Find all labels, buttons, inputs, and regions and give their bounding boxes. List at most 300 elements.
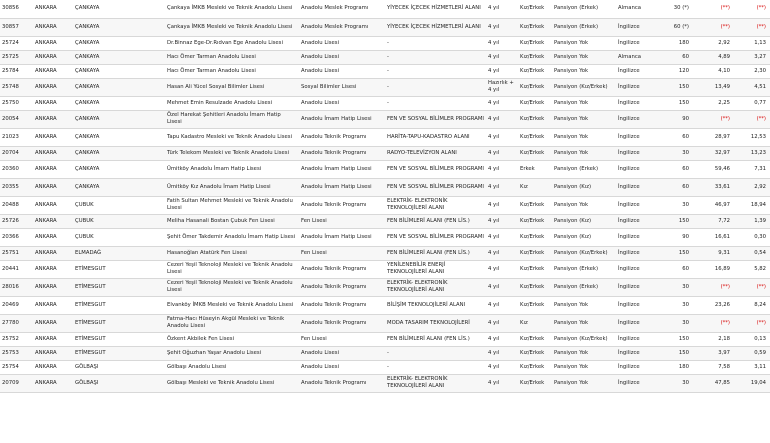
duration-cell: 4 yıl (486, 110, 518, 128)
school-code: 20441 (0, 260, 33, 278)
school-code: 25726 (0, 214, 33, 228)
city-cell: ANKARA (33, 296, 73, 314)
school-name-cell: Meliha Hasanali Bostan Çubuk Fen Lisesi (165, 214, 299, 228)
percentile-cell: 59,46 (693, 160, 734, 178)
boarding-cell: Pansiyon Yok (552, 36, 616, 50)
district-cell: GÖLBAŞI (73, 360, 165, 374)
language-cell: İngilizce (616, 178, 659, 196)
field-cell: - (385, 64, 486, 78)
boarding-cell: Pansiyon (Erkek) (552, 160, 616, 178)
table-row (0, 50, 770, 64)
city-cell: ANKARA (33, 96, 73, 110)
quota-cell: 150 (659, 332, 693, 346)
percentile-cell: 3,11 (734, 360, 770, 374)
field-cell: FEN BİLİMLERİ ALANI (FEN LİS.) (385, 246, 486, 260)
percentile-cell: 13,23 (734, 146, 770, 160)
school-code: 30857 (0, 18, 33, 36)
percentile-cell: 4,10 (693, 64, 734, 78)
percentile-cell: 7,31 (734, 160, 770, 178)
quota-cell: 90 (659, 228, 693, 246)
school-code: 25752 (0, 332, 33, 346)
language-cell: İngilizce (616, 78, 659, 96)
district-cell: ETİMESGUT (73, 278, 165, 296)
boarding-cell: Pansiyon (Erkek) (552, 278, 616, 296)
school-type-cell: Sosyal Bilimler Lisesi (299, 78, 385, 96)
field-cell: MODA TASARIM TEKNOLOJİLERİ (385, 314, 486, 332)
gender-cell: Kız (518, 314, 552, 332)
school-code: 25753 (0, 346, 33, 360)
boarding-cell: Pansiyon Yok (552, 96, 616, 110)
table-row (0, 374, 770, 392)
duration-cell: 4 yıl (486, 36, 518, 50)
language-cell: İngilizce (616, 96, 659, 110)
district-cell: ÇANKAYA (73, 160, 165, 178)
percentile-cell: 13,49 (693, 78, 734, 96)
percentile-cell: 28,97 (693, 128, 734, 146)
field-cell: ELEKTRİK- ELEKTRONİK TEKNOLOJİLERİ ALANI (385, 278, 486, 296)
school-name-cell: Şehit Oğuzhan Yaşar Anadolu Lisesi (165, 346, 299, 360)
gender-cell: Kız/Erkek (518, 110, 552, 128)
language-cell: İngilizce (616, 332, 659, 346)
school-name-cell: Şehit Ömer Takdemir Anadolu İmam Hatip Lisesi (165, 228, 299, 246)
quota-cell: 60 (659, 260, 693, 278)
gender-cell: Kız/Erkek (518, 214, 552, 228)
school-code: 20054 (0, 110, 33, 128)
district-cell: ÇUBUK (73, 196, 165, 214)
percentile-cell: 2,92 (693, 36, 734, 50)
percentile-cell: 3,97 (693, 346, 734, 360)
school-name-cell: Dr.Binnaz Ege-Dr.Rıdvan Ege Anadolu Lisesi (165, 36, 299, 50)
district-cell: GÖLBAŞI (73, 374, 165, 392)
language-cell: İngilizce (616, 374, 659, 392)
duration-cell: 4 yıl (486, 18, 518, 36)
language-cell: İngilizce (616, 214, 659, 228)
gender-cell: Kız/Erkek (518, 146, 552, 160)
percentile-cell: (**) (693, 314, 734, 332)
school-name-cell: Fatih Sultan Mehmet Mesleki ve Teknik Anadolu Lisesi (165, 196, 299, 214)
percentile-cell: 8,24 (734, 296, 770, 314)
language-cell: İngilizce (616, 278, 659, 296)
language-cell: İngilizce (616, 110, 659, 128)
percentile-cell: 12,53 (734, 128, 770, 146)
school-name-cell: Gölbaşı Anadolu Lisesi (165, 360, 299, 374)
percentile-cell: 46,97 (693, 196, 734, 214)
field-cell: ELEKTRİK- ELEKTRONİK TEKNOLOJİLERİ ALANI (385, 374, 486, 392)
school-type-cell: Fen Lisesi (299, 332, 385, 346)
school-code: 20469 (0, 296, 33, 314)
gender-cell: Kız/Erkek (518, 346, 552, 360)
percentile-cell: 23,26 (693, 296, 734, 314)
duration-cell: 4 yıl (486, 296, 518, 314)
boarding-cell: Pansiyon (Kız) (552, 178, 616, 196)
percentile-cell: 2,18 (693, 332, 734, 346)
school-type-cell: Anadolu Meslek Programı (299, 18, 385, 36)
language-cell: İngilizce (616, 260, 659, 278)
percentile-cell: (**) (693, 278, 734, 296)
field-cell: RADYO-TELEVİZYON ALANI (385, 146, 486, 160)
field-cell: YİYECEK İÇECEK HİZMETLERİ ALANI (385, 18, 486, 36)
city-cell: ANKARA (33, 50, 73, 64)
field-cell: - (385, 346, 486, 360)
duration-cell: 4 yıl (486, 374, 518, 392)
language-cell: İngilizce (616, 360, 659, 374)
percentile-cell: 2,30 (734, 64, 770, 78)
duration-cell: 4 yıl (486, 160, 518, 178)
school-code: 20488 (0, 196, 33, 214)
district-cell: ÇANKAYA (73, 78, 165, 96)
quota-cell: 30 (659, 374, 693, 392)
quota-cell: 60 (659, 50, 693, 64)
gender-cell: Kız (518, 178, 552, 196)
percentile-cell: 2,25 (693, 96, 734, 110)
table-row (0, 360, 770, 374)
duration-cell: 4 yıl (486, 196, 518, 214)
gender-cell: Kız/Erkek (518, 36, 552, 50)
school-code: 27780 (0, 314, 33, 332)
city-cell: ANKARA (33, 18, 73, 36)
duration-cell: 4 yıl (486, 246, 518, 260)
boarding-cell: Pansiyon (Erkek) (552, 0, 616, 18)
school-code: 30856 (0, 0, 33, 18)
city-cell: ANKARA (33, 0, 73, 18)
gender-cell: Kız/Erkek (518, 260, 552, 278)
table-row (0, 78, 770, 96)
duration-cell: 4 yıl (486, 0, 518, 18)
table-row (0, 64, 770, 78)
boarding-cell: Pansiyon Yok (552, 346, 616, 360)
city-cell: ANKARA (33, 228, 73, 246)
school-type-cell: Anadolu Lisesi (299, 50, 385, 64)
city-cell: ANKARA (33, 332, 73, 346)
city-cell: ANKARA (33, 78, 73, 96)
school-name-cell: Ümitköy Kız Anadolu İmam Hatip Lisesi (165, 178, 299, 196)
district-cell: ETİMESGUT (73, 346, 165, 360)
field-cell: FEN BİLİMLERİ ALANI (FEN LİS.) (385, 214, 486, 228)
duration-cell: 4 yıl (486, 64, 518, 78)
quota-cell: 60 (659, 178, 693, 196)
field-cell: HARİTA-TAPU-KADASTRO ALANI (385, 128, 486, 146)
city-cell: ANKARA (33, 360, 73, 374)
city-cell: ANKARA (33, 178, 73, 196)
table-row (0, 214, 770, 228)
field-cell: - (385, 36, 486, 50)
table-row (0, 228, 770, 246)
percentile-cell: (**) (693, 18, 734, 36)
language-cell: İngilizce (616, 228, 659, 246)
language-cell: İngilizce (616, 346, 659, 360)
percentile-cell: 47,85 (693, 374, 734, 392)
language-cell: Almanca (616, 0, 659, 18)
percentile-cell: 4,51 (734, 78, 770, 96)
school-type-cell: Anadolu Teknik Programı (299, 128, 385, 146)
percentile-cell: 9,31 (693, 246, 734, 260)
city-cell: ANKARA (33, 196, 73, 214)
table-row (0, 278, 770, 296)
district-cell: ÇANKAYA (73, 18, 165, 36)
district-cell: ETİMESGUT (73, 314, 165, 332)
district-cell: ÇANKAYA (73, 128, 165, 146)
quota-cell: 150 (659, 78, 693, 96)
language-cell: İngilizce (616, 314, 659, 332)
table-row (0, 110, 770, 128)
district-cell: ETİMESGUT (73, 332, 165, 346)
percentile-cell: 2,92 (734, 178, 770, 196)
percentile-cell: (**) (734, 18, 770, 36)
gender-cell: Kız/Erkek (518, 228, 552, 246)
city-cell: ANKARA (33, 214, 73, 228)
school-name-cell: Çankaya İMKB Mesleki ve Teknik Anadolu Lisesi (165, 0, 299, 18)
gender-cell: Erkek (518, 160, 552, 178)
school-type-cell: Anadolu İmam Hatip Lisesi (299, 178, 385, 196)
field-cell: - (385, 50, 486, 64)
table-row (0, 18, 770, 36)
boarding-cell: Pansiyon Yok (552, 360, 616, 374)
school-type-cell: Anadolu Teknik Programı (299, 146, 385, 160)
table-row (0, 296, 770, 314)
school-name-cell: Gölbaşı Mesleki ve Teknik Anadolu Lisesi (165, 374, 299, 392)
field-cell: FEN BİLİMLERİ ALANI (FEN LİS.) (385, 332, 486, 346)
field-cell: FEN VE SOSYAL BİLİMLER PROGRAMI (385, 178, 486, 196)
field-cell: - (385, 78, 486, 96)
percentile-cell: 16,61 (693, 228, 734, 246)
field-cell: FEN VE SOSYAL BİLİMLER PROGRAMI (385, 160, 486, 178)
gender-cell: Kız/Erkek (518, 50, 552, 64)
quota-cell: 90 (659, 110, 693, 128)
city-cell: ANKARA (33, 160, 73, 178)
percentile-cell: (**) (734, 110, 770, 128)
district-cell: ÇANKAYA (73, 96, 165, 110)
quota-cell: 60 (*) (659, 18, 693, 36)
duration-cell: 4 yıl (486, 314, 518, 332)
boarding-cell: Pansiyon (Kız/Erkek) (552, 332, 616, 346)
gender-cell: Kız/Erkek (518, 196, 552, 214)
field-cell: YENİLENEBİLİR ENERJİ TEKNOLOJİLERİ ALANI (385, 260, 486, 278)
quota-cell: 150 (659, 346, 693, 360)
duration-cell: 4 yıl (486, 128, 518, 146)
table-row (0, 36, 770, 50)
percentile-cell: 18,94 (734, 196, 770, 214)
table-row (0, 96, 770, 110)
gender-cell: Kız/Erkek (518, 374, 552, 392)
school-name-cell: Cezeri Yeşil Teknoloji Mesleki ve Teknik Anadolu Lisesi (165, 278, 299, 296)
school-type-cell: Fen Lisesi (299, 214, 385, 228)
quota-cell: 120 (659, 64, 693, 78)
school-name-cell: Hacı Ömer Tarman Anadolu Lisesi (165, 64, 299, 78)
district-cell: ÇANKAYA (73, 0, 165, 18)
duration-cell: 4 yıl (486, 96, 518, 110)
duration-cell: 4 yıl (486, 228, 518, 246)
district-cell: ÇANKAYA (73, 50, 165, 64)
school-type-cell: Anadolu Lisesi (299, 96, 385, 110)
school-name-cell: Tapu Kadastro Mesleki ve Teknik Anadolu Lisesi (165, 128, 299, 146)
city-cell: ANKARA (33, 346, 73, 360)
quota-cell: 60 (659, 160, 693, 178)
quota-cell: 60 (659, 128, 693, 146)
language-cell: İngilizce (616, 128, 659, 146)
gender-cell: Kız/Erkek (518, 0, 552, 18)
field-cell: BİLİŞİM TEKNOLOJİLERİ ALANI (385, 296, 486, 314)
gender-cell: Kız/Erkek (518, 128, 552, 146)
table-row (0, 128, 770, 146)
district-cell: ETİMESGUT (73, 260, 165, 278)
school-code: 20355 (0, 178, 33, 196)
boarding-cell: Pansiyon Yok (552, 64, 616, 78)
percentile-cell: (**) (693, 0, 734, 18)
school-name-cell: Fatma-Hacı Hüseyin Akgül Mesleki ve Teknik Anadolu Lisesi (165, 314, 299, 332)
percentile-cell: 0,30 (734, 228, 770, 246)
boarding-cell: Pansiyon (Kız) (552, 214, 616, 228)
school-name-cell: Çankaya İMKB Mesleki ve Teknik Anadolu Lisesi (165, 18, 299, 36)
field-cell: FEN VE SOSYAL BİLİMLER PROGRAMI (385, 228, 486, 246)
district-cell: ÇANKAYA (73, 178, 165, 196)
field-cell: - (385, 96, 486, 110)
duration-cell: 4 yıl (486, 50, 518, 64)
boarding-cell: Pansiyon Yok (552, 128, 616, 146)
school-name-cell: Türk Telekom Mesleki ve Teknik Anadolu Lisesi (165, 146, 299, 160)
percentile-cell: 0,59 (734, 346, 770, 360)
duration-cell: Hazırlık + 4 yıl (486, 78, 518, 96)
language-cell: Almanca (616, 50, 659, 64)
percentile-cell: 19,04 (734, 374, 770, 392)
school-type-cell: Anadolu İmam Hatip Lisesi (299, 110, 385, 128)
school-name-cell: Mehmet Emin Resulzade Anadolu Lisesi (165, 96, 299, 110)
percentile-cell: 16,89 (693, 260, 734, 278)
percentile-cell: 4,89 (693, 50, 734, 64)
quota-cell: 150 (659, 214, 693, 228)
gender-cell: Kız/Erkek (518, 296, 552, 314)
city-cell: ANKARA (33, 128, 73, 146)
quota-cell: 30 (659, 146, 693, 160)
boarding-cell: Pansiyon Yok (552, 110, 616, 128)
table-row (0, 246, 770, 260)
city-cell: ANKARA (33, 260, 73, 278)
school-code: 20360 (0, 160, 33, 178)
school-type-cell: Anadolu Lisesi (299, 360, 385, 374)
percentile-cell: 7,72 (693, 214, 734, 228)
percentile-cell: 32,97 (693, 146, 734, 160)
school-code: 20709 (0, 374, 33, 392)
duration-cell: 4 yıl (486, 260, 518, 278)
quota-cell: 30 (659, 296, 693, 314)
school-code: 20704 (0, 146, 33, 160)
gender-cell: Kız/Erkek (518, 18, 552, 36)
quota-cell: 150 (659, 246, 693, 260)
district-cell: ÇUBUK (73, 228, 165, 246)
boarding-cell: Pansiyon Yok (552, 296, 616, 314)
school-type-cell: Anadolu Lisesi (299, 64, 385, 78)
city-cell: ANKARA (33, 374, 73, 392)
percentile-cell: 7,58 (693, 360, 734, 374)
quota-cell: 30 (659, 314, 693, 332)
district-cell: ETİMESGUT (73, 296, 165, 314)
school-name-cell: Ümitköy Anadolu İmam Hatip Lisesi (165, 160, 299, 178)
school-type-cell: Anadolu Teknik Programı (299, 314, 385, 332)
district-cell: ÇANKAYA (73, 146, 165, 160)
duration-cell: 4 yıl (486, 346, 518, 360)
boarding-cell: Pansiyon Yok (552, 196, 616, 214)
school-name-cell: Hasan Ali Yücel Sosyal Bilimler Lisesi (165, 78, 299, 96)
boarding-cell: Pansiyon (Kız/Erkek) (552, 246, 616, 260)
language-cell: İngilizce (616, 36, 659, 50)
district-cell: ÇANKAYA (73, 110, 165, 128)
school-code: 25724 (0, 36, 33, 50)
percentile-cell: 5,82 (734, 260, 770, 278)
school-type-cell: Fen Lisesi (299, 246, 385, 260)
school-code: 20366 (0, 228, 33, 246)
school-code: 25750 (0, 96, 33, 110)
duration-cell: 4 yıl (486, 146, 518, 160)
language-cell: İngilizce (616, 296, 659, 314)
language-cell: İngilizce (616, 246, 659, 260)
percentile-cell: 0,13 (734, 332, 770, 346)
percentile-cell: 33,61 (693, 178, 734, 196)
gender-cell: Kız/Erkek (518, 246, 552, 260)
percentile-cell: (**) (734, 0, 770, 18)
boarding-cell: Pansiyon Yok (552, 374, 616, 392)
school-type-cell: Anadolu Teknik Programı (299, 374, 385, 392)
table-row (0, 260, 770, 278)
table-row (0, 314, 770, 332)
table-row (0, 146, 770, 160)
school-name-cell: Hacı Ömer Tarman Anadolu Lisesi (165, 50, 299, 64)
table-row (0, 0, 770, 18)
language-cell: İngilizce (616, 146, 659, 160)
percentile-cell: (**) (734, 314, 770, 332)
duration-cell: 4 yıl (486, 332, 518, 346)
boarding-cell: Pansiyon (Kız) (552, 228, 616, 246)
school-type-cell: Anadolu Teknik Programı (299, 278, 385, 296)
percentile-cell: (**) (734, 278, 770, 296)
duration-cell: 4 yıl (486, 360, 518, 374)
gender-cell: Kız/Erkek (518, 64, 552, 78)
percentile-cell: (**) (693, 110, 734, 128)
gender-cell: Kız/Erkek (518, 360, 552, 374)
field-cell: ELEKTRİK- ELEKTRONİK TEKNOLOJİLERİ ALANI (385, 196, 486, 214)
school-type-cell: Anadolu Teknik Programı (299, 296, 385, 314)
boarding-cell: Pansiyon Yok (552, 146, 616, 160)
duration-cell: 4 yıl (486, 278, 518, 296)
school-type-cell: Anadolu Lisesi (299, 36, 385, 50)
district-cell: ELMADAĞ (73, 246, 165, 260)
quota-cell: 180 (659, 360, 693, 374)
city-cell: ANKARA (33, 64, 73, 78)
school-name-cell: Elvanköy İMKB Mesleki ve Teknik Anadolu Lisesi (165, 296, 299, 314)
language-cell: İngilizce (616, 160, 659, 178)
school-code: 25784 (0, 64, 33, 78)
table-row (0, 196, 770, 214)
boarding-cell: Pansiyon (Erkek) (552, 260, 616, 278)
boarding-cell: Pansiyon (Kız/Erkek) (552, 78, 616, 96)
gender-cell: Kız/Erkek (518, 96, 552, 110)
boarding-cell: Pansiyon Yok (552, 50, 616, 64)
school-name-cell: Cezeri Yeşil Teknoloji Mesleki ve Teknik Anadolu Lisesi (165, 260, 299, 278)
table-row (0, 160, 770, 178)
school-code: 25754 (0, 360, 33, 374)
field-cell: YİYECEK İÇECEK HİZMETLERİ ALANI (385, 0, 486, 18)
boarding-cell: Pansiyon (Erkek) (552, 18, 616, 36)
city-cell: ANKARA (33, 36, 73, 50)
school-code: 25751 (0, 246, 33, 260)
city-cell: ANKARA (33, 278, 73, 296)
gender-cell: Kız/Erkek (518, 78, 552, 96)
city-cell: ANKARA (33, 110, 73, 128)
gender-cell: Kız/Erkek (518, 278, 552, 296)
school-type-cell: Anadolu İmam Hatip Lisesi (299, 160, 385, 178)
school-type-cell: Anadolu Teknik Programı (299, 196, 385, 214)
table-row (0, 332, 770, 346)
quota-cell: 180 (659, 36, 693, 50)
table-row (0, 346, 770, 360)
